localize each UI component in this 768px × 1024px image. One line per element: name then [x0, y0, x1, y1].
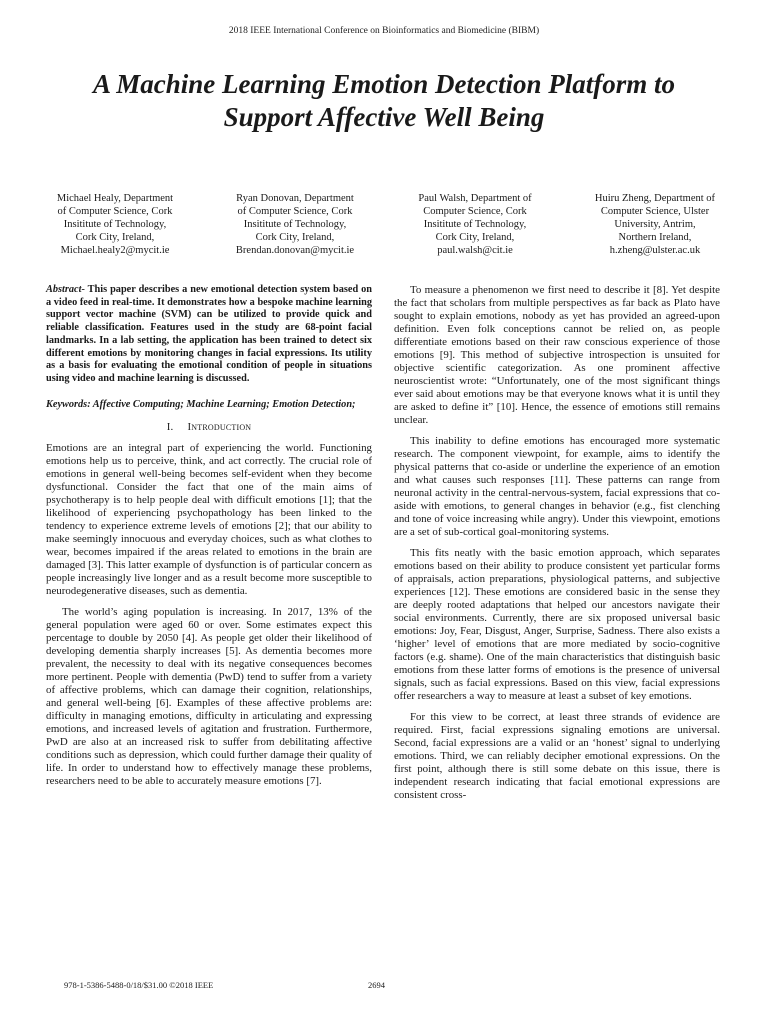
author-email: Michael.healy2@mycit.ie: [60, 245, 170, 256]
author-line: University, Antrim,: [614, 219, 696, 230]
abstract-lead: Abstract-: [46, 284, 85, 295]
body-paragraph: To measure a phenomenon we first need to describe it [8]. Yet despite the fact that scholars from multiple perspectives as far back as Plato have sought to explain emotions, nobody as yet has provided an agreed-upon definition. Even folk conceptions cannot be relied on, as people differentiate emotions based on their raw conscious experience of those emotions [9]. This method of subjective introspection is unsuited for objective scientific categorization. As one prominent affective neuroscientist wrote: “Unfortunately, one of the most significant things ever said about emotions may be that everyone knows what it is until they are asked to define it” [10]. Hence, the essence of emotions still remains unclear.: [394, 284, 720, 426]
title-line-1: A Machine Learning Emotion Detection Platform to: [92, 69, 676, 99]
left-column: [46, 284, 372, 788]
author-email: paul.walsh@cit.ie: [437, 245, 513, 256]
title-line-2: Support Affective Well Being: [223, 102, 545, 132]
author-line: Insititute of Technology,: [243, 219, 347, 230]
author-block: [400, 192, 550, 257]
author-line: Cork City, Ireland,: [75, 232, 155, 243]
author-block: [40, 192, 190, 257]
author-line: Cork City, Ireland,: [435, 232, 515, 243]
section-title: Introduction: [187, 420, 252, 433]
paper-title: [40, 68, 728, 134]
right-column: [394, 284, 720, 802]
body-paragraph: The world’s aging population is increasing. In 2017, 13% of the general population were aged 60 or over. Some estimates expect this percentage to double by 2050 [4]. As people get older their likelihood of developing dementia sharply increases [5]. As dementia becomes more prevalent, the necessity to deal with its negative consequences becomes more pertinent. People with dementia (PwD) tend to suffer from a variety of affective problems, which can damage their cognition, relationships, and general well-being [6]. Examples of these affective problems are: difficulty in managing emotions, difficulty in articulating and expressing emotions, and increased levels of agitation and frustration. Furthermore, PwD are also at an increased risk to suffer from debilitating affective conditions such as depression, which could further damage their quality of life. In order to understand how to effectively manage these problems, researchers need to be able to accurately measure emotions [7].: [46, 605, 372, 787]
abstract-text: This paper describes a new emotional detection system based on a video feed in real-time. It demonstrates how a bespoke machine learning support vector machine (SVM) can be utilized to provide quick and reliable classification. Features used in the study are 68-point facial landmarks. In a lab setting, the application has been trained to detect six different emotions by monitoring changes in facial expressions. Its utility as a basis for evaluating the emotional condition of people in situations using video and machine learning is discussed.: [46, 284, 372, 384]
conference-header: 2018 IEEE International Conference on Bioinformatics and Biomedicine (BIBM): [228, 26, 540, 36]
body-paragraph: Emotions are an integral part of experiencing the world. Functioning emotions help us to perceive, think, and act correctly. The crucial role of emotions in general well-being becomes self-evident when they become dysfunctional. Consider the fact that one of the main aims of psychotherapy is to help people deal with difficult emotions [1]; that the likelihood of experiencing psychopathology has been linked to the tendency to experience extreme levels of emotions [2]; that our ability to make seemingly innocuous and everyday choices, such as what clothes to wear, becomes impaired if the areas related to emotions in the brain are damaged [3]. This latter example of dysfunction is of particular concern as people increasingly live longer and as a result become more susceptible to neurodegenerative diseases, such as dementia.: [46, 441, 372, 597]
author-line: Michael Healy, Department: [56, 193, 174, 204]
author-line: Cork City, Ireland,: [255, 232, 335, 243]
keywords: Keywords: Affective Computing; Machine Learning; Emotion Detection;: [46, 398, 356, 410]
body-paragraph: For this view to be correct, at least three strands of evidence are required. First, facial expressions signaling emotions are universal. Second, facial expressions are a valid or an ‘honest’ signal to underlying emotions. Third, we can reliably decipher emotional expressions. On the first point, although there is still some debate on this issue, there is independent research indicating that facial emotional expressions are consistent cross-: [394, 711, 720, 801]
author-line: Huiru Zheng, Department of: [594, 193, 716, 204]
author-line: of Computer Science, Cork: [237, 206, 353, 217]
abstract: [46, 284, 372, 386]
section-number: I.: [166, 420, 174, 433]
author-line: Insititute of Technology,: [423, 219, 527, 230]
author-email: Brendan.donovan@mycit.ie: [235, 245, 355, 256]
footer-copyright: 978-1-5386-5488-0/18/$31.00 ©2018 IEEE: [64, 980, 214, 990]
page-number: 2694: [368, 980, 385, 990]
section-heading: [46, 421, 372, 434]
author-line: Insititute of Technology,: [63, 219, 167, 230]
author-line: Ryan Donovan, Department: [236, 193, 354, 204]
author-line: of Computer Science, Cork: [57, 206, 173, 217]
author-line: Computer Science, Cork: [423, 206, 527, 217]
body-paragraph: This inability to define emotions has encouraged more systematic research. The component viewpoint, for example, aims to identify the physical patterns that co-aside or underline the experience of an emotion and what causes such responses [11]. These patterns can range from neuronal activity in the central-nervous-system, facial expressions that co-aside with emotions, to general changes in behavior (e.g., fist clenching and tone of voice increasing while angry). Under this viewpoint, emotions are a set of sub-cortical goal-monitoring systems.: [394, 435, 720, 538]
author-line: Computer Science, Ulster: [600, 206, 710, 217]
author-list: [40, 192, 730, 257]
author-line: Paul Walsh, Department of: [418, 193, 532, 204]
author-line: Northern Ireland,: [618, 232, 692, 243]
author-email: h.zheng@ulster.ac.uk: [609, 245, 701, 256]
author-block: [580, 192, 730, 257]
body-paragraph: This fits neatly with the basic emotion approach, which separates emotions based on their ability to produce consistent yet particular forms of appraisals, action preparations, physiological patterns, and subjective experiences [12]. These emotions are considered basic in the sense they are deeply rooted adaptations that helped our ancestors navigate their social environments. Currently, there are six proposed universal basic emotions: Joy, Fear, Disgust, Anger, Surprise, Sadness. There also exists a ‘higher’ level of emotions that are more mediated by socio-cognitive factors (e.g. shame). One of the main characteristics that distinguish basic emotions from these latter forms of emotions is the presence of universal signals, such as facial expressions. Based on this view, facial expressions offer researchers a way to measure at least a subset of key emotions.: [394, 547, 720, 702]
author-block: [220, 192, 370, 257]
